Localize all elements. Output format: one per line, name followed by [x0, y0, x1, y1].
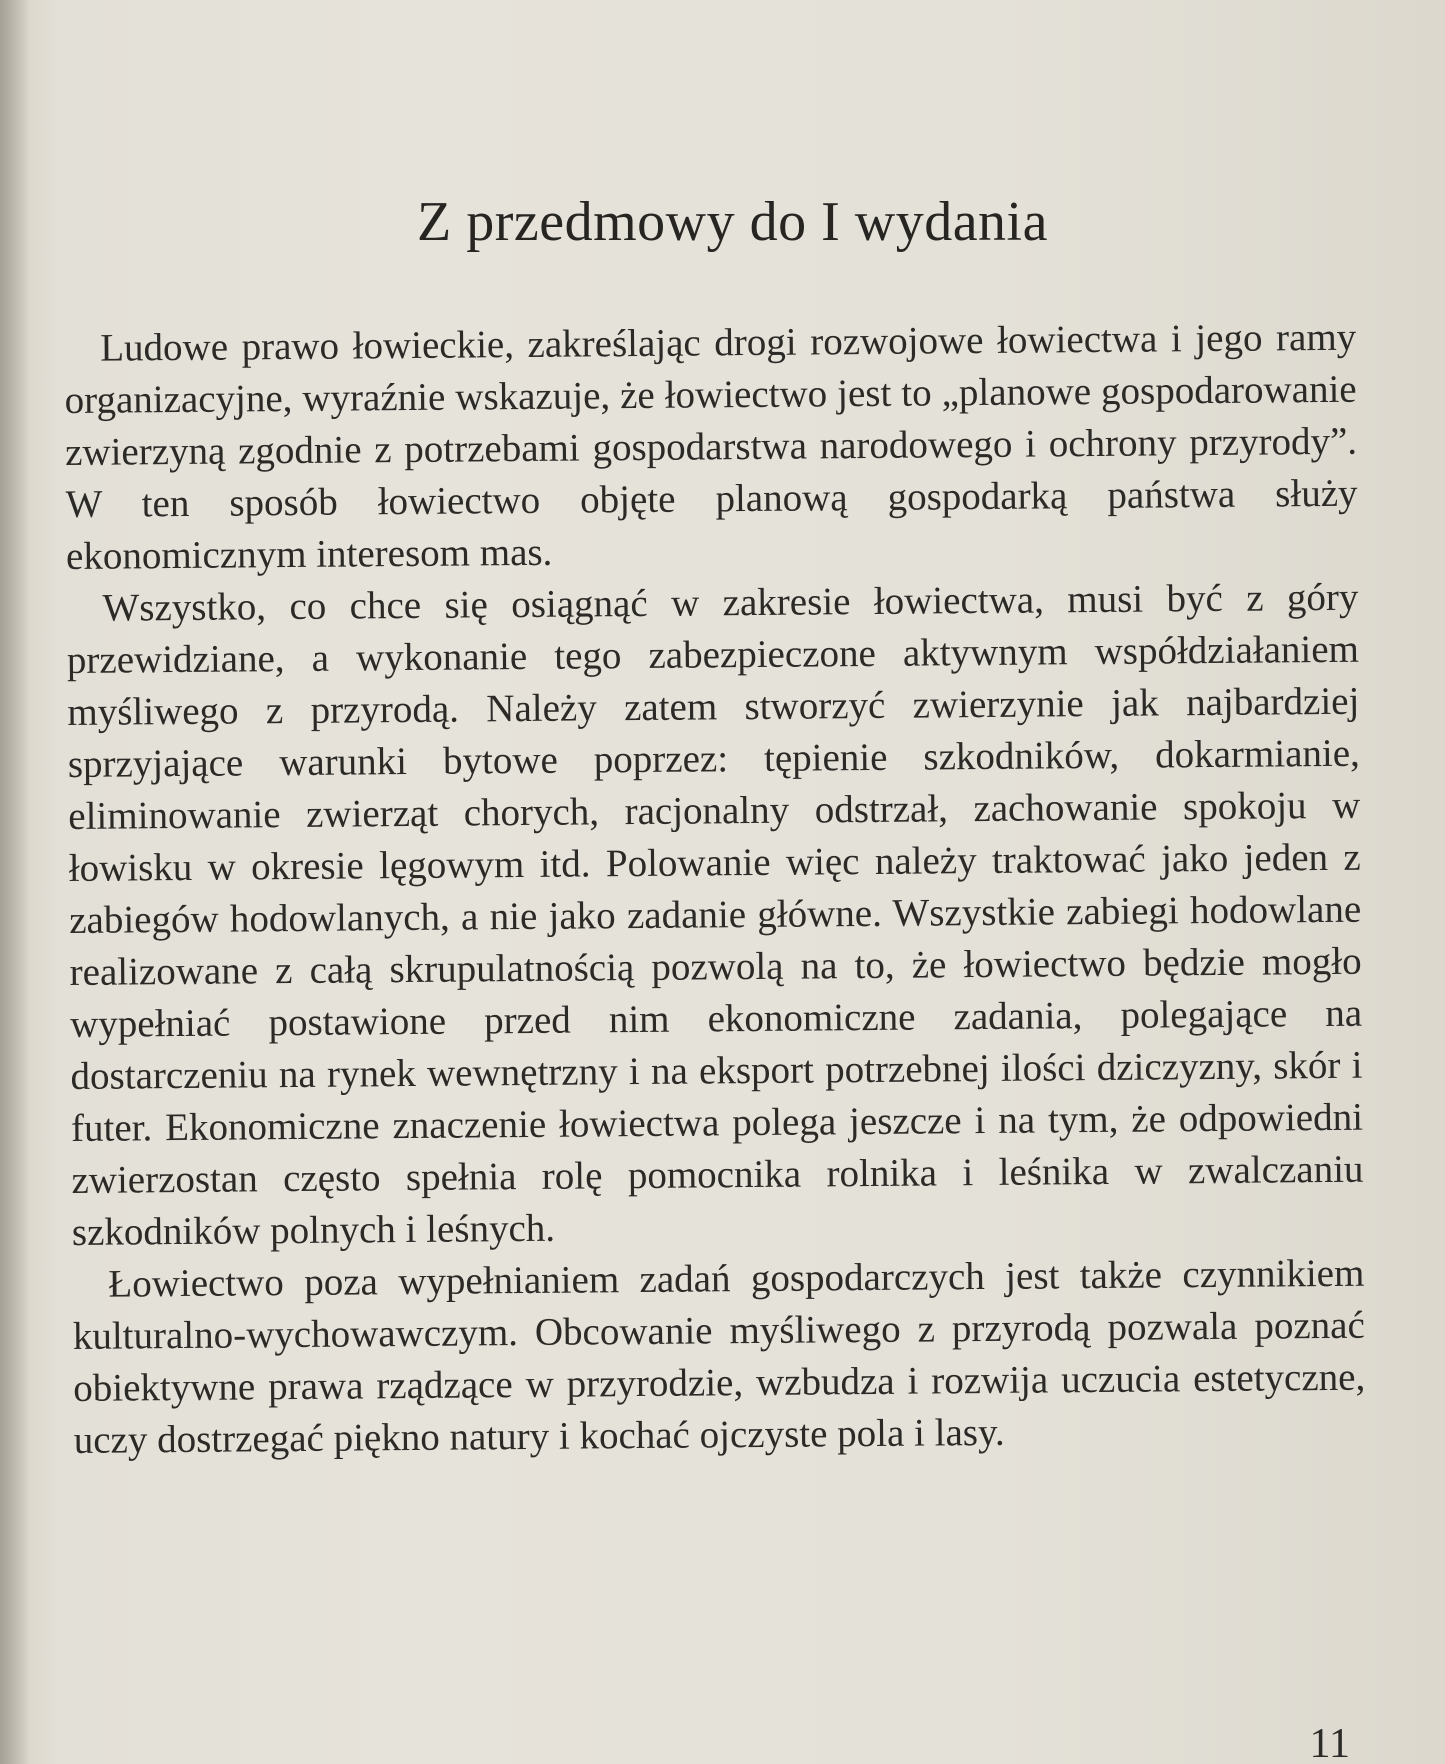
spine-shadow [0, 0, 30, 1764]
page-heading: Z przedmowy do I wydania [417, 191, 1048, 253]
page-number: 11 [1309, 1721, 1350, 1764]
paragraph-3: Łowiectwo poza wypełnianiem zadań gospodarczych jest także czynnikiem kulturalno-wychowawczym. Obcowanie myśliwego z przyrodą pozwala poznać obiektywne prawa rządzące w przyrodzie, wzbudza i rozwija uczucia estetyczne, uczy dostrzegać piękno natury i kochać ojczyste pola i lasy. [72, 1251, 1366, 1462]
paragraph-1: Ludowe prawo łowieckie, zakreślając drogi rozwojowe łowiectwa i jego ramy organizacyjne, wyraźnie wskazuje, że łowiectwo jest to „planowe gospodarowanie zwierzyną zgodnie z potrzebami gospodarstwa narodowego i ochrony przyrody”. W ten sposób łowiectwo objęte planową gospodarką państwa służy ekonomicznym interesom mas. [64, 315, 1358, 578]
body-text [64, 312, 1366, 1467]
paragraph-2: Wszystko, co chce się osiągnąć w zakresie łowiectwa, musi być z góry przewidziane, a wykonanie tego zabezpieczone aktywnym współdziałaniem myśliwego z przyrodą. Należy zatem stworzyć zwierzynie jak najbardziej sprzyjające warunki bytowe poprzez: tępienie szkodników, dokarmianie, eliminowanie zwierząt chorych, racjonalny odstrzał, zachowanie spokoju w łowisku w okresie lęgowym itd. Polowanie więc należy traktować jako jeden z zabiegów hodowlanych, a nie jako zadanie główne. Wszystkie zabiegi hodowlane realizowane z całą skrupulatnością pozwolą na to, że łowiectwo będzie mogło wypełniać postawione przed nim ekonomiczne zadania, polegające na dostarczeniu na rynek wewnętrzny i na eksport potrzebnej ilości dziczyzny, skór i futer. Ekonomiczne znaczenie łowiectwa polega jeszcze i na tym, że odpowiedni zwierzostan często spełnia rolę pomocnika rolnika i leśnika w zwalczaniu szkodników polnych i leśnych. [66, 575, 1364, 1254]
